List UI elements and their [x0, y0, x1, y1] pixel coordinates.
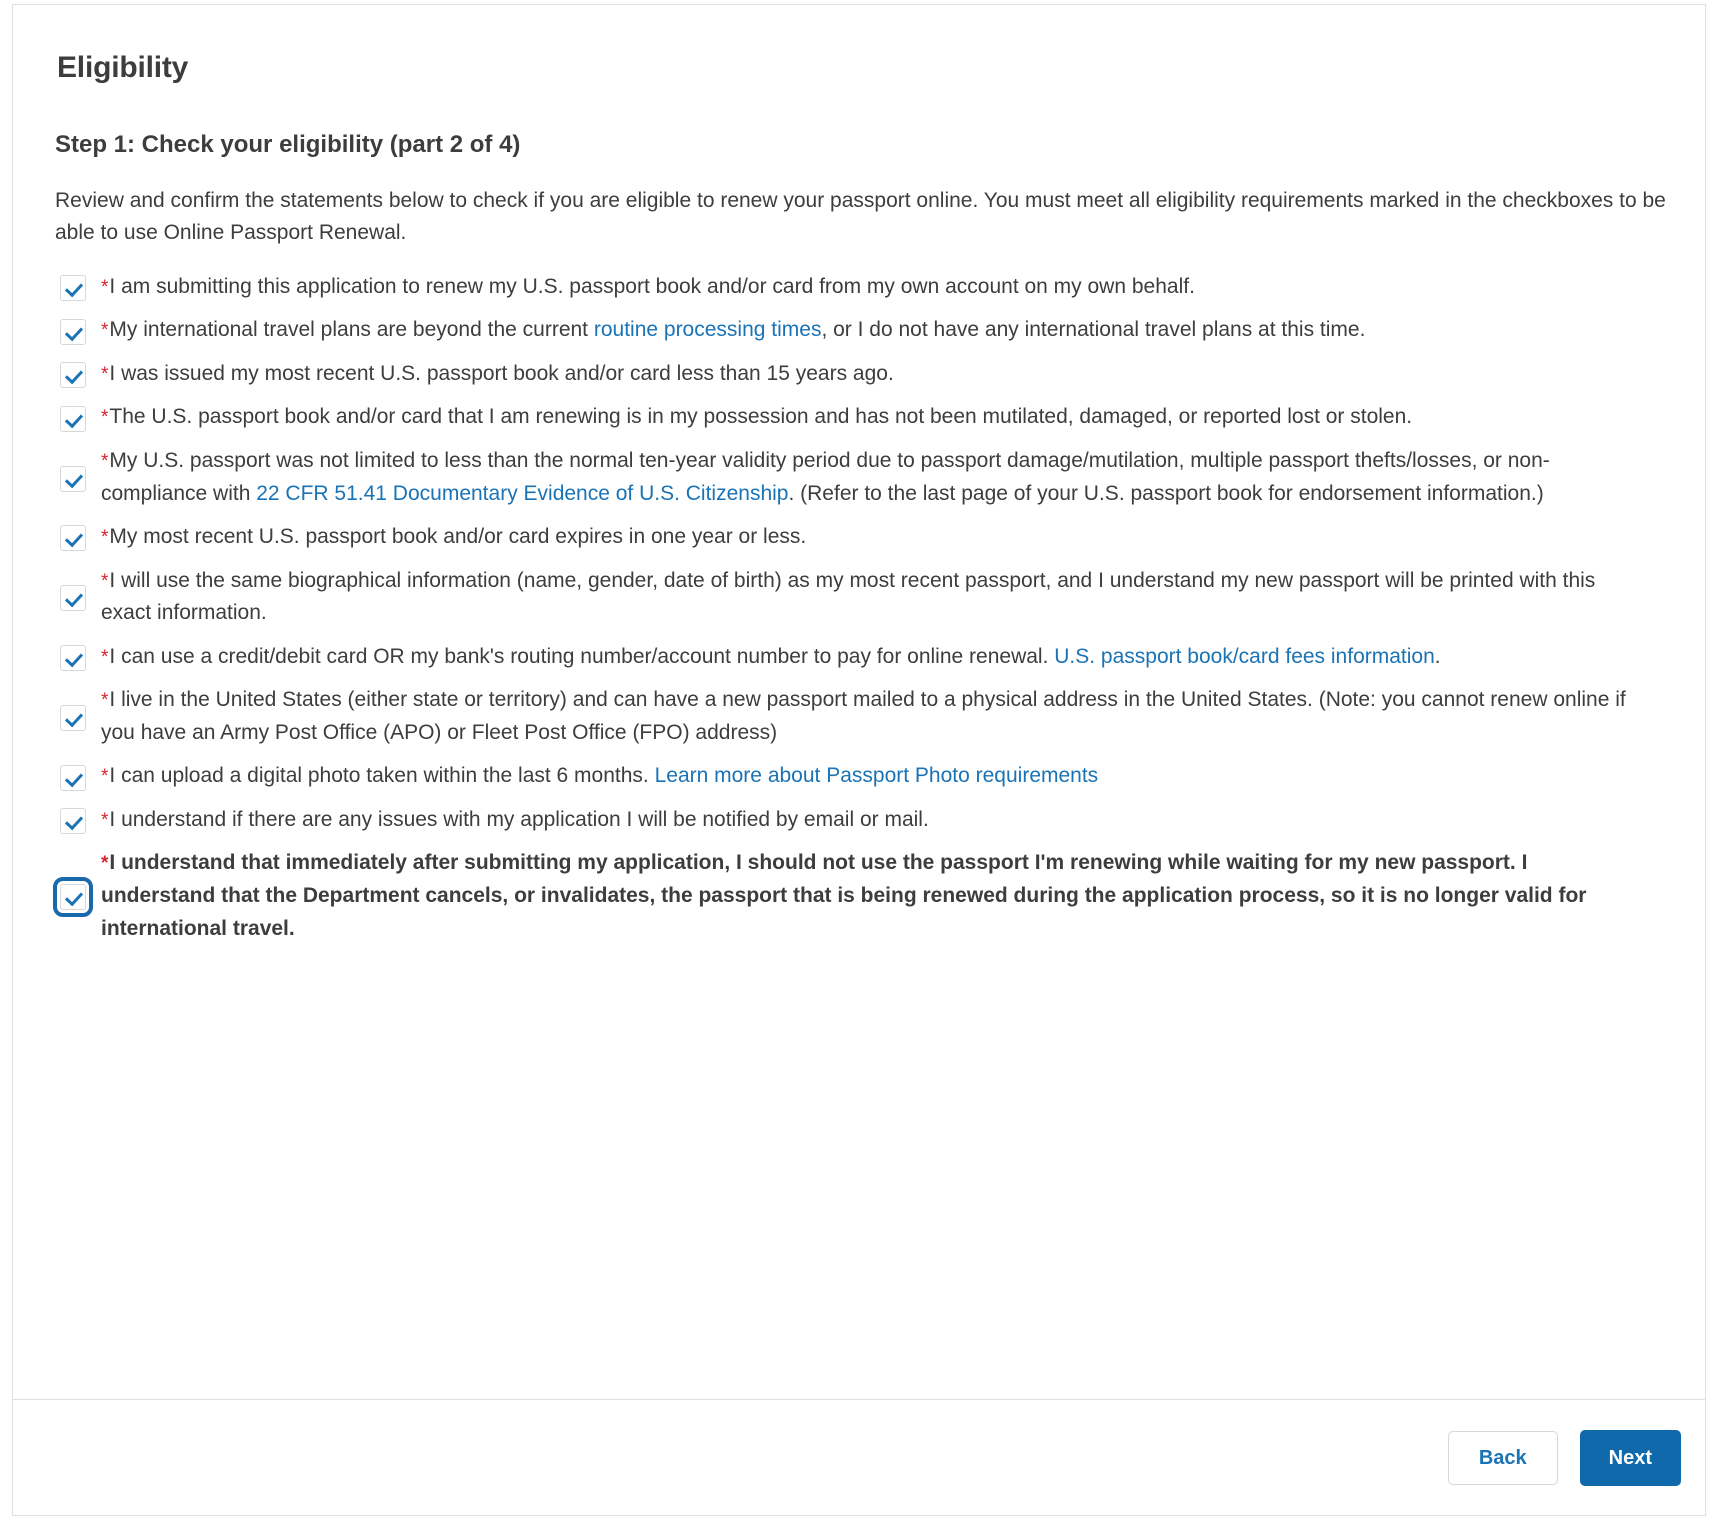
checklist-item-label: [101, 804, 1673, 837]
checklist-text-segment: The U.S. passport book and/or card that I am renewing is in my possession and has not been mutilated, damaged, or reported lost or stolen.: [109, 405, 1413, 429]
checklist-item[interactable]: [45, 397, 1673, 438]
checkbox-not-limited-validity[interactable]: [60, 466, 86, 492]
checkbox-live-in-united-states[interactable]: [60, 705, 86, 731]
required-asterisk-icon: *: [101, 407, 109, 429]
page-title: Eligibility: [57, 51, 189, 84]
checklist-text-segment: I will use the same biographical information (name, gender, date of birth) as my most recent passport, and I understand my new passport will be printed with this exact information.: [101, 568, 1596, 625]
required-asterisk-icon: *: [101, 809, 109, 831]
checkbox-same-biographical-info[interactable]: [60, 585, 86, 611]
checkbox-expires-one-year-or-less[interactable]: [60, 525, 86, 551]
checklist-text-segment: .: [1434, 644, 1441, 668]
card-body: [13, 5, 1705, 1399]
checklist-item-label: [101, 271, 1673, 304]
checklist-text-segment: I can upload a digital photo taken within the last 6 months.: [109, 764, 655, 788]
back-button[interactable]: Back: [1448, 1431, 1558, 1485]
required-asterisk-icon: *: [101, 570, 109, 592]
checkbox-wrapper: [45, 273, 101, 301]
checklist-item[interactable]: [45, 561, 1673, 634]
checklist-item-label: [101, 521, 1673, 554]
checkbox-wrapper: [45, 882, 101, 910]
checklist-item-label: [101, 314, 1673, 347]
checklist-text-segment: My U.S. passport was not limited to less than the normal ten-year validity period due to passport damage/mutilation, multiple passport thefts/losses, or non-compliance with: [101, 449, 1550, 505]
next-button[interactable]: Next: [1580, 1430, 1681, 1486]
checklist-item[interactable]: [45, 637, 1673, 678]
required-asterisk-icon: *: [101, 690, 109, 712]
checkbox-digital-photo[interactable]: [60, 765, 86, 791]
checklist-text-segment: I am submitting this application to renew my U.S. passport book and/or card from my own account on my own behalf.: [109, 274, 1195, 298]
checkbox-payment-method[interactable]: [60, 645, 86, 671]
checkbox-wrapper: [45, 703, 101, 731]
checklist-text-segment: I was issued my most recent U.S. passport book and/or card less than 15 years ago.: [109, 361, 894, 385]
checklist-text-segment: I live in the United States (either state or territory) and can have a new passport mailed to a physical address in the United States. (Note: you cannot renew online if you have an Army Post Office (APO) or Fleet Post Office (FPO) address): [101, 688, 1626, 744]
checkbox-issued-less-than-15-years[interactable]: [60, 362, 86, 388]
checklist-item-label: [101, 760, 1673, 793]
required-asterisk-icon: *: [101, 320, 109, 342]
checklist-text-segment: I understand if there are any issues with my application I will be notified by email or mail.: [109, 807, 929, 831]
checklist-text-segment: My most recent U.S. passport book and/or card expires in one year or less.: [109, 525, 807, 549]
checklist-item-label: [101, 684, 1673, 749]
checklist-item[interactable]: [45, 310, 1673, 351]
required-asterisk-icon: *: [101, 646, 109, 668]
required-asterisk-icon: *: [101, 276, 109, 298]
checkbox-wrapper: [45, 523, 101, 551]
checklist-item[interactable]: [45, 800, 1673, 841]
checkbox-travel-plans[interactable]: [60, 319, 86, 345]
checklist-item-label: [101, 445, 1673, 510]
step-title: Step 1: Check your eligibility (part 2 of 4): [55, 131, 521, 158]
required-asterisk-icon: *: [101, 527, 109, 549]
checklist-item-label: [101, 401, 1673, 434]
required-asterisk-icon: *: [101, 766, 109, 788]
checklist-text-segment: , or I do not have any international travel plans at this time.: [821, 318, 1366, 342]
checklist-item-label: [101, 358, 1673, 391]
checkbox-wrapper: [45, 806, 101, 834]
checkbox-wrapper: [45, 583, 101, 611]
checklist-item-label: [101, 641, 1673, 674]
required-asterisk-icon: *: [101, 853, 109, 875]
checklist-text-segment: I can use a credit/debit card OR my bank's routing number/account number to pay for online renewal.: [109, 644, 1055, 668]
intro-paragraph: Review and confirm the statements below to check if you are eligible to renew your passport online. You must meet all eligibility requirements marked in the checkboxes to be able to use Online Passport Renewal.: [55, 189, 1666, 244]
checklist-link[interactable]: Learn more about Passport Photo requirements: [654, 764, 1099, 788]
checkbox-wrapper: [45, 404, 101, 432]
checklist-item[interactable]: [45, 517, 1673, 558]
checklist-item[interactable]: [45, 680, 1673, 753]
checklist-link[interactable]: 22 CFR 51.41 Documentary Evidence of U.S. Citizenship: [256, 481, 789, 505]
checkbox-own-behalf[interactable]: [60, 275, 86, 301]
checkbox-wrapper: [45, 317, 101, 345]
checkbox-notified-by-email-or-mail[interactable]: [60, 808, 86, 834]
checklist-item[interactable]: [45, 354, 1673, 395]
checklist-link[interactable]: routine processing times: [593, 318, 822, 342]
checklist-item[interactable]: [45, 756, 1673, 797]
checkbox-in-possession-not-damaged[interactable]: [60, 406, 86, 432]
card-footer: [13, 1399, 1705, 1515]
checkbox-wrapper: [45, 464, 101, 492]
checklist-item[interactable]: [45, 843, 1673, 949]
checkbox-wrapper: [45, 763, 101, 791]
checklist-link[interactable]: U.S. passport book/card fees information: [1054, 644, 1435, 668]
checklist-item-label: [101, 847, 1673, 945]
required-asterisk-icon: *: [101, 451, 109, 472]
checklist-item[interactable]: [45, 267, 1673, 308]
eligibility-checklist: [45, 267, 1673, 949]
checkbox-passport-cancelled-notice[interactable]: [60, 884, 86, 910]
checklist-text-segment: My international travel plans are beyond the current: [109, 318, 594, 342]
eligibility-card: [12, 4, 1706, 1516]
checkbox-wrapper: [45, 643, 101, 671]
checklist-item[interactable]: [45, 441, 1673, 514]
checklist-text-segment: . (Refer to the last page of your U.S. passport book for endorsement information.): [788, 481, 1544, 505]
checklist-item-label: [101, 565, 1673, 630]
checkbox-wrapper: [45, 360, 101, 388]
required-asterisk-icon: *: [101, 363, 109, 385]
checklist-text-segment: I understand that immediately after submitting my application, I should not use the passport I'm renewing while waiting for my new passport. I understand that the Department cancels, or invalidates, the passport that is being renewed during the application process, so it is no longer valid for international travel.: [101, 851, 1587, 940]
